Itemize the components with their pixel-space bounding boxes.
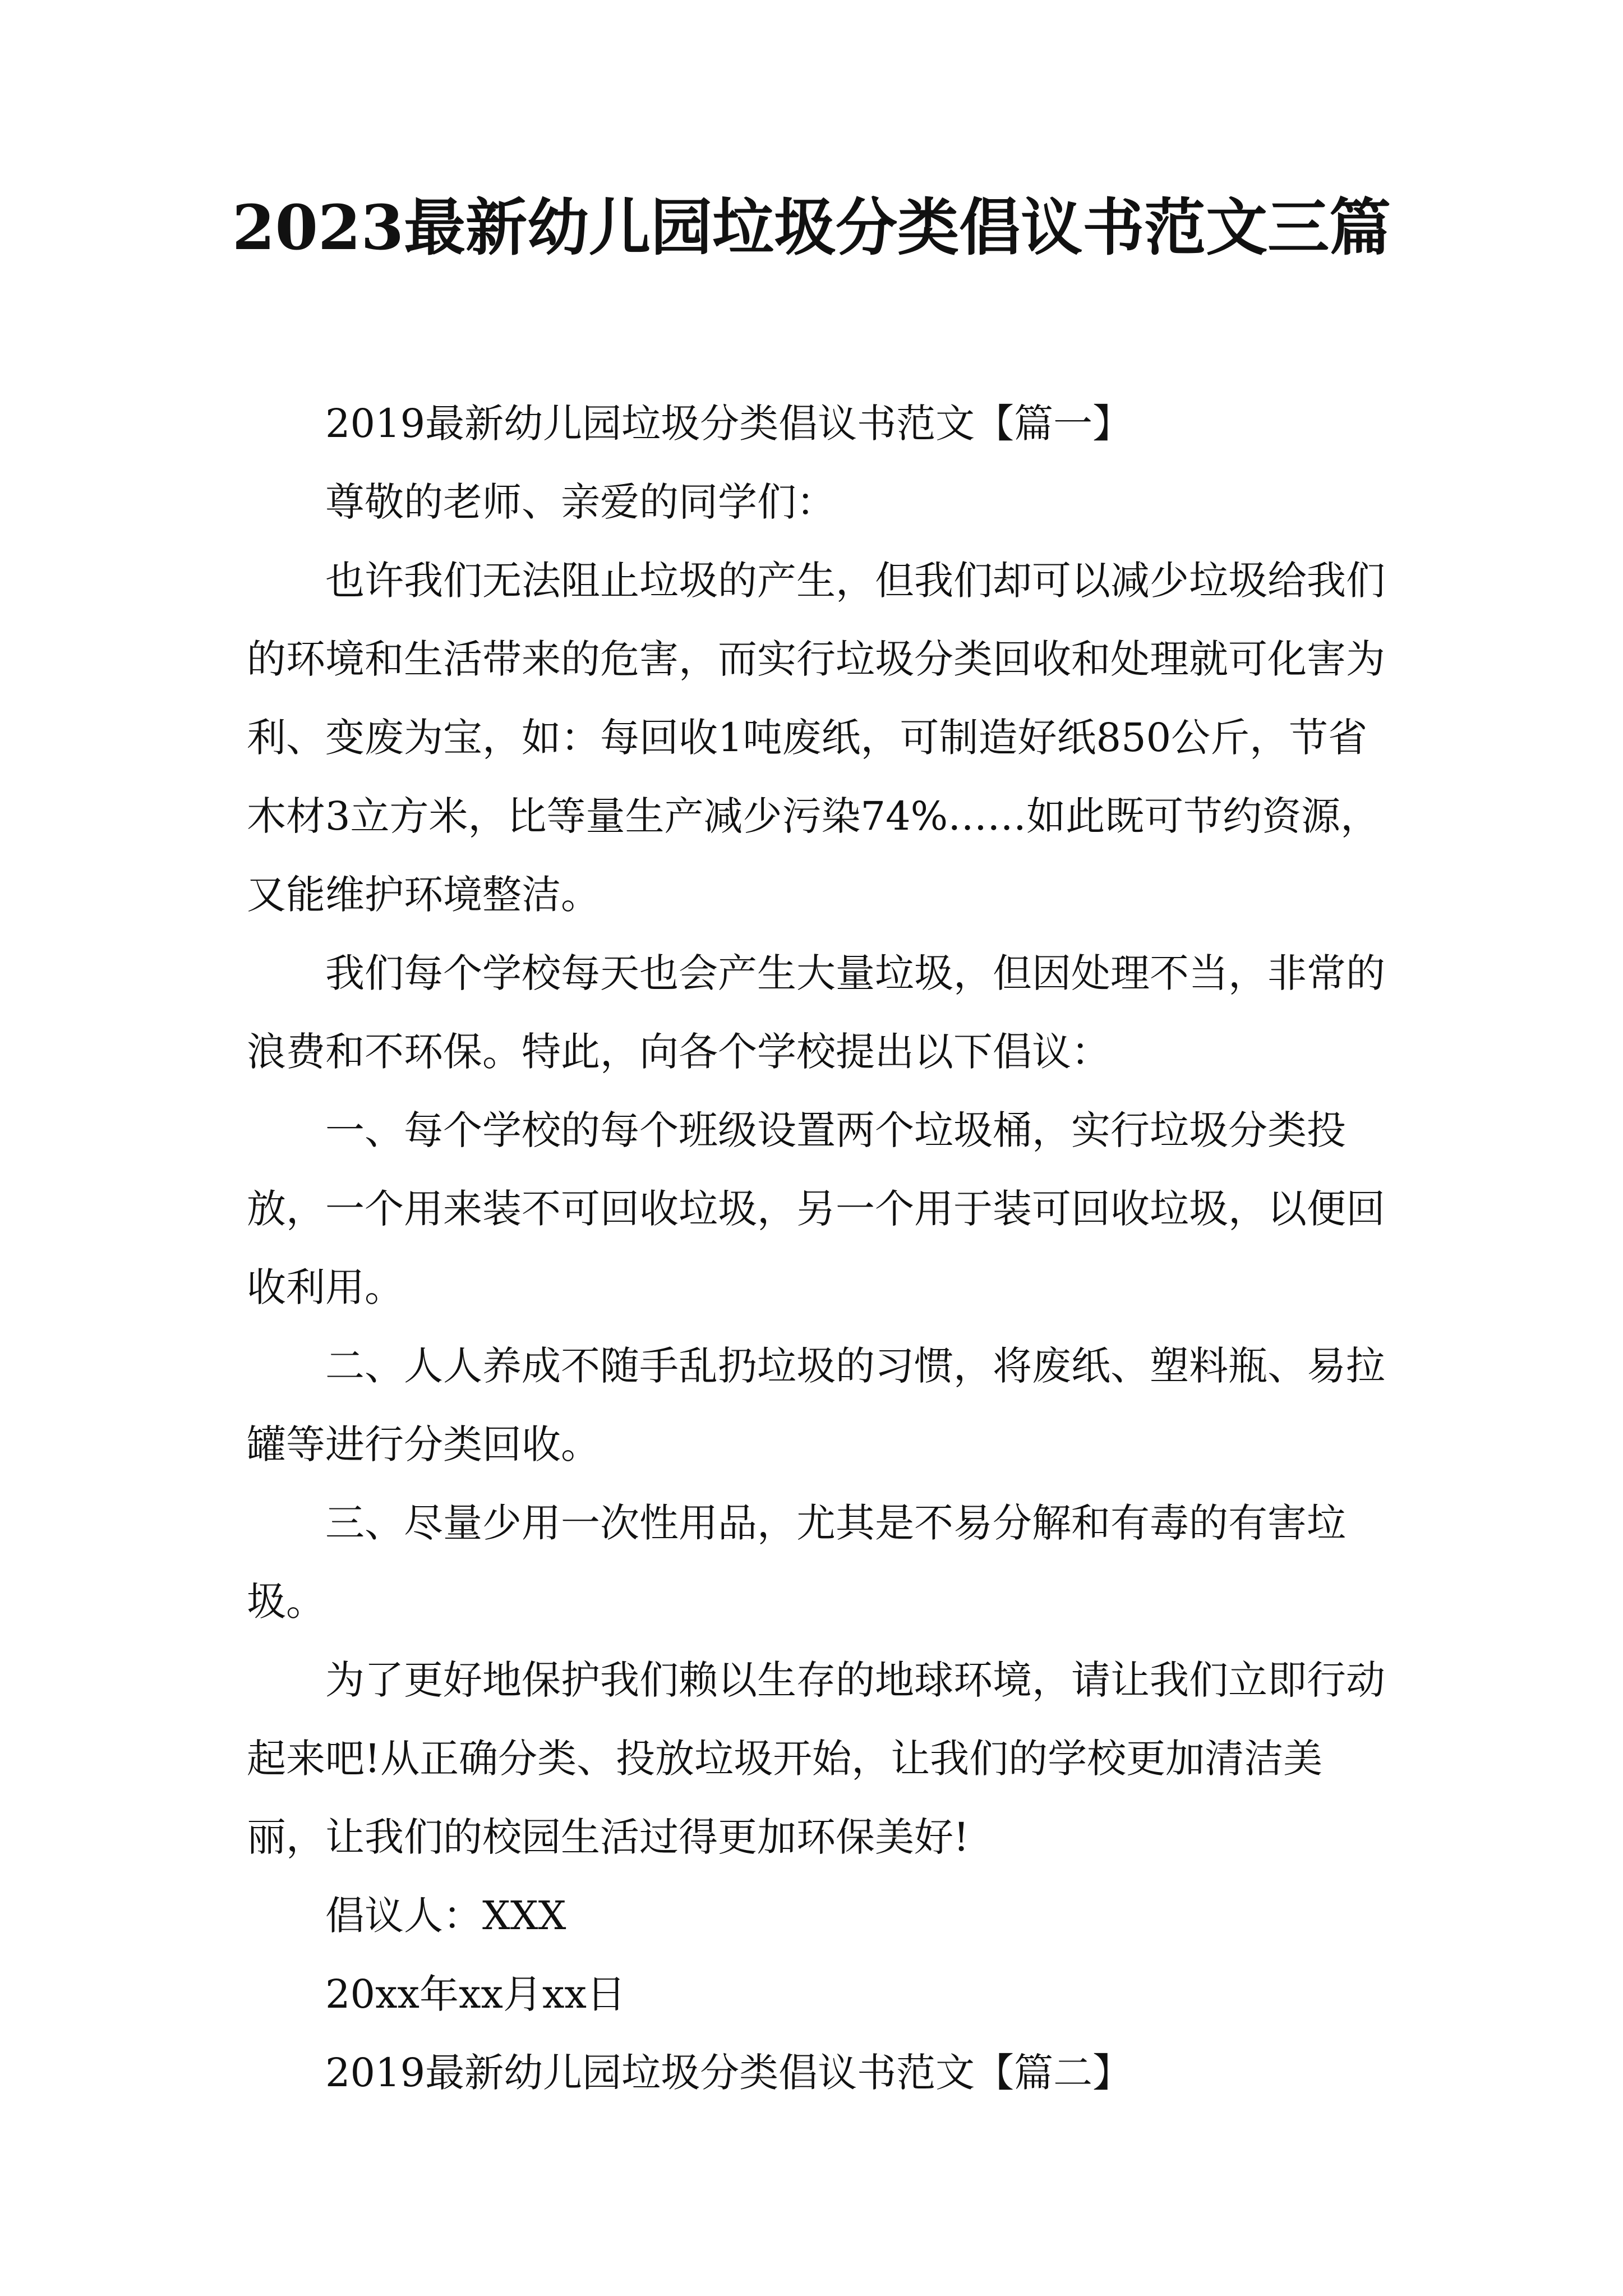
section-heading-1: 2019最新幼儿园垃圾分类倡议书范文【篇一】 [325, 401, 1132, 447]
paragraph-closing: 为了更好地保护我们赖以生存的地球环境，请让我们立即行动起来吧!从正确分类、投放垃圾开始，让我们的学校更加清洁美丽，让我们的校园生活过得更加环保美好! [247, 1657, 1385, 1860]
paragraph-problem: 我们每个学校每天也会产生大量垃圾，但因处理不当，非常的浪费和不环保。特此，向各个学校提出以下倡议： [247, 950, 1385, 1075]
date-line: 20xx年xx月xx日 [325, 1971, 626, 2017]
proposal-1: 一、每个学校的每个班级设置两个垃圾桶，实行垃圾分类投放，一个用来装不可回收垃圾，另一个用于装可回收垃圾，以便回收利用。 [247, 1107, 1385, 1310]
signature-line: 倡议人：XXX [325, 1893, 566, 1939]
proposal-2: 二、人人养成不随手乱扔垃圾的习惯，将废纸、塑料瓶、易拉罐等进行分类回收。 [247, 1343, 1385, 1467]
salutation: 尊敬的老师、亲爱的同学们： [325, 479, 836, 525]
section-heading-2: 2019最新幼儿园垃圾分类倡议书范文【篇二】 [325, 2050, 1132, 2096]
proposal-3: 三、尽量少用一次性用品，尤其是不易分解和有毒的有害垃圾。 [247, 1500, 1346, 1625]
paragraph-intro: 也许我们无法阻止垃圾的产生，但我们却可以减少垃圾给我们的环境和生活带来的危害，而实行垃圾分类回收和处理就可化害为利、变废为宝，如：每回收1吨废纸，可制造好纸850公斤，节省木材3立方米，比等量生产减少污染74%……如此既可节约资源，又能维护环境整洁。 [247, 558, 1385, 918]
document-body [247, 384, 1393, 2112]
document-title: 2023最新幼儿园垃圾分类倡议书范文三篇 [232, 191, 1391, 264]
